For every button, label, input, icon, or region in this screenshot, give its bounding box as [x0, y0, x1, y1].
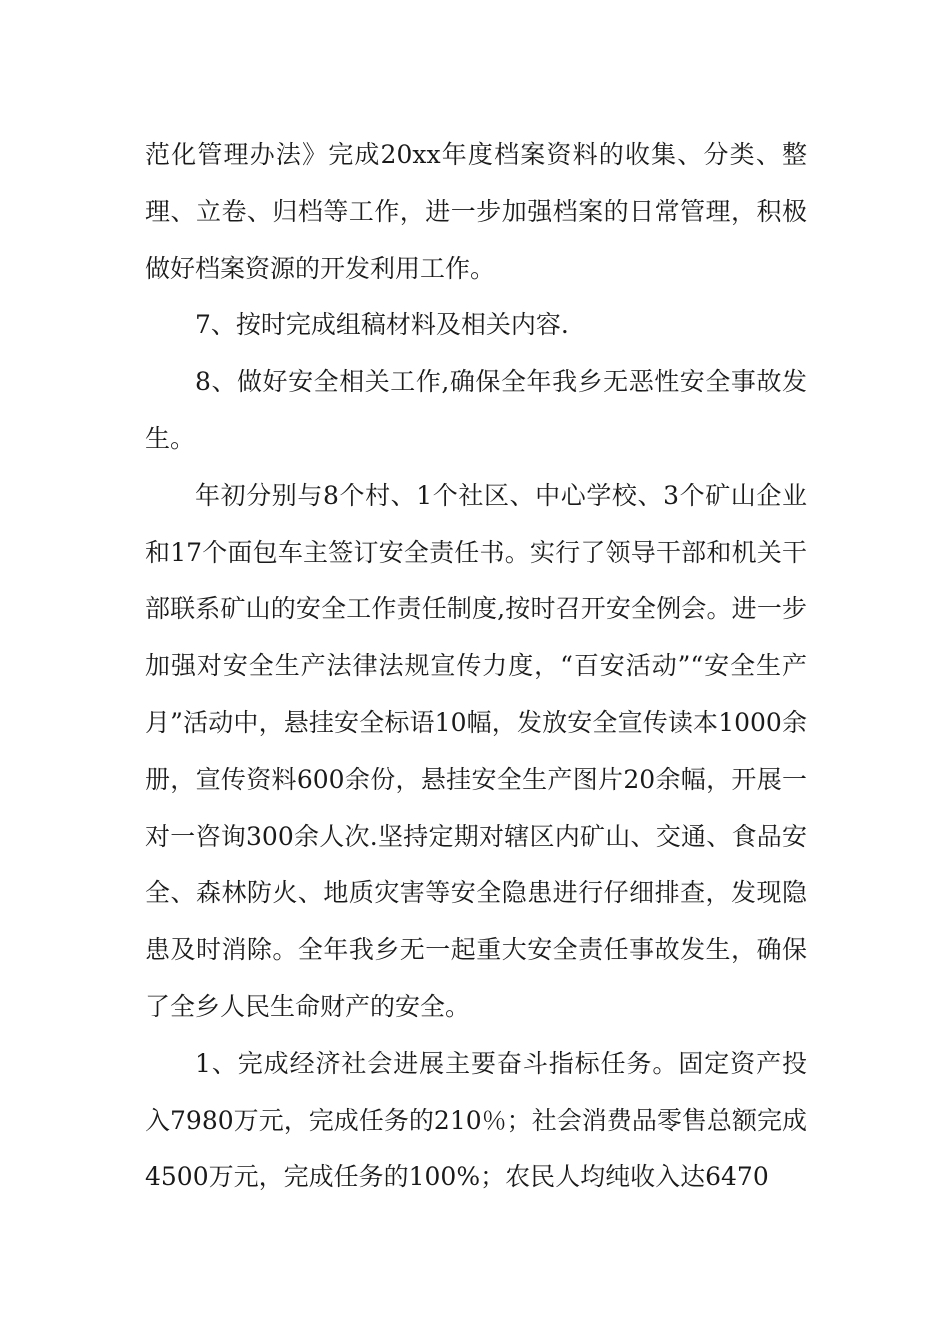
document-body [145, 127, 807, 1206]
paragraph-safety-work: 年初分别与8个村、1个社区、中心学校、3个矿山企业和17个面包车主签订安全责任书。实行了领导干部和机关干部联系矿山的安全工作责任制度,按时召开安全例会。进一步加强对安全生产法律法规宣传力度，“百安活动”“安全生产月”活动中，悬挂安全标语10幅，发放安全宣传读本1000余册，宣传资料600余份，悬挂安全生产图片20余幅，开展一对一咨询300余人次.坚持定期对辖区内矿山、交通、食品安全、森林防火、地质灾害等安全隐患进行仔细排查，发现隐患及时消除。全年我乡无一起重大安全责任事故发生，确保了全乡人民生命财产的安全。 [145, 480, 807, 1021]
paragraph-item-7: 7、按时完成组稿材料及相关内容. [195, 310, 569, 340]
paragraph-item-8: 8、做好安全相关工作,确保全年我乡无恶性安全事故发生。 [145, 367, 807, 453]
paragraph-economic-targets: 1、完成经济社会进展主要奋斗指标任务。固定资产投入7980万元，完成任务的210％；社会消费品零售总额完成4500万元，完成任务的100%；农民人均纯收入达6470 [145, 1048, 807, 1192]
paragraph-archive-management: 范化管理办法》完成20xx年度档案资料的收集、分类、整理、立卷、归档等工作，进一步加强档案的日常管理，积极做好档案资源的开发利用工作。 [145, 140, 807, 283]
